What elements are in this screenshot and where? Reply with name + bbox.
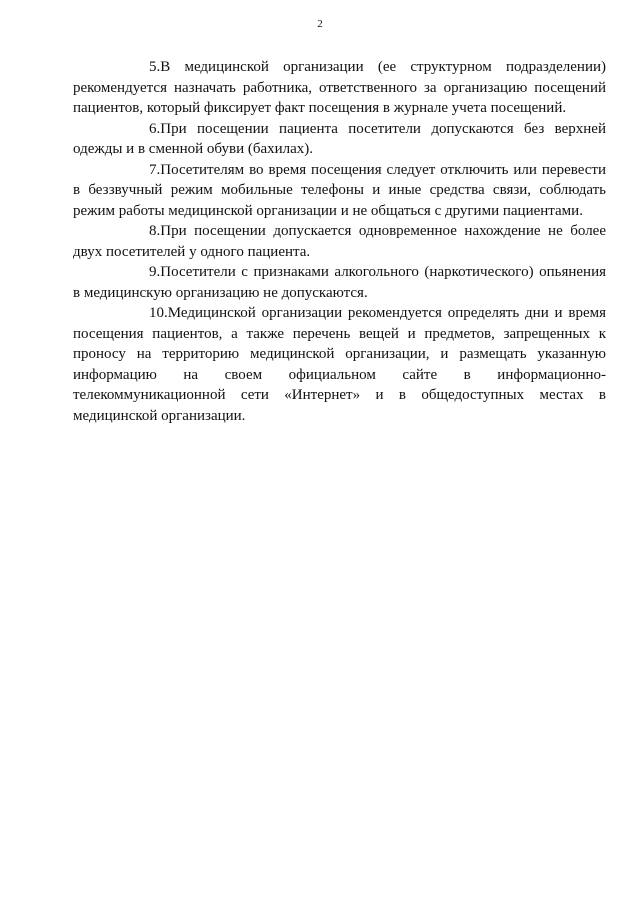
paragraph-number: 9. (149, 264, 161, 280)
paragraph-6 (73, 119, 606, 160)
paragraph-10 (73, 303, 606, 426)
paragraph-text: При посещении допускается одновременное нахождение не более двух посетителей у одного пациента. (73, 223, 606, 260)
paragraph-text: Медицинской организации рекомендуется определять дни и время посещения пациентов, а также перечень вещей и предметов, запрещенных к проносу на территорию медицинской организации, и размещать указанную информацию на своем официальном сайте в информационно-телекоммуникационной сети «Интернет» и в общедоступных местах в медицинской организации. (73, 305, 606, 424)
paragraph-number: 6. (149, 120, 161, 137)
paragraph-text: В медицинской организации (ее структурном подразделении) рекомендуется назначать работника, ответственного за организацию посещений пациентов, который фиксирует факт посещения в журнале учета посещений. (73, 59, 606, 116)
paragraph-8 (73, 221, 606, 262)
paragraph-number: 7. (149, 161, 161, 178)
document-body (73, 57, 606, 426)
paragraph-7 (73, 160, 606, 222)
paragraph-number: 10. (149, 305, 168, 321)
paragraph-text: При посещении пациента посетители допускаются без верхней одежды и в сменной обуви (бахилах). (73, 120, 606, 157)
page-number: 2 (317, 18, 323, 30)
paragraph-number: 5. (149, 59, 161, 75)
paragraph-text: Посетителям во время посещения следует отключить или перевести в беззвучный режим мобильные телефоны и иные средства связи, соблюдать режим работы медицинской организации и не общаться с другими пациентами. (73, 161, 606, 219)
paragraph-text: Посетители с признаками алкогольного (наркотического) опьянения в медицинскую организацию не допускаются. (73, 264, 606, 301)
paragraph-number: 8. (149, 223, 161, 239)
paragraph-9 (73, 262, 606, 303)
paragraph-5 (73, 57, 606, 119)
